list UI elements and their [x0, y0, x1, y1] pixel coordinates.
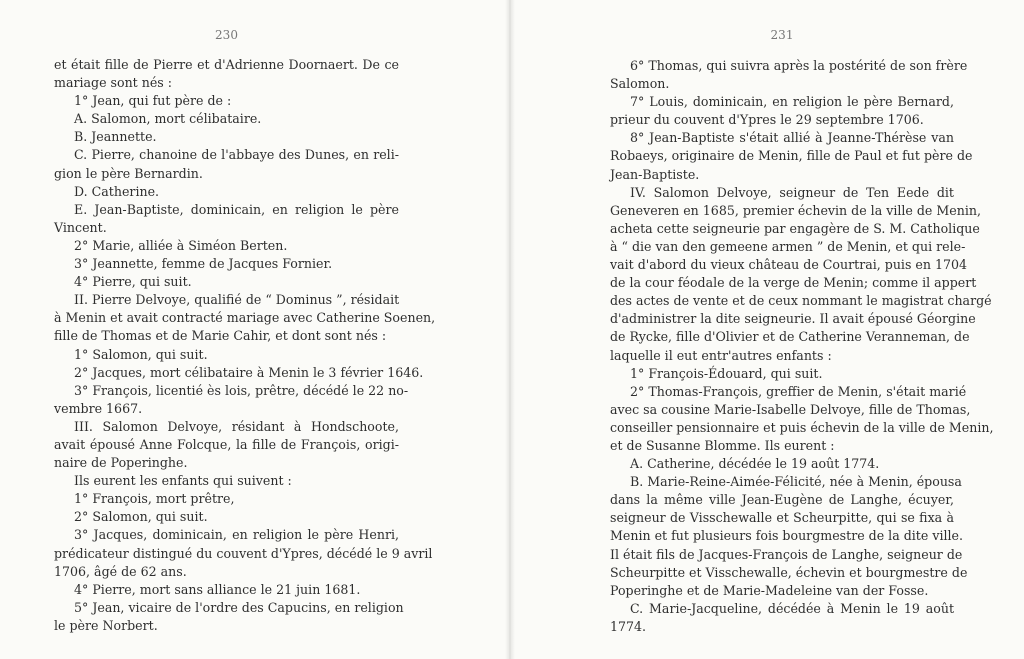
text-line: à Menin et avait contracté mariage avec Catherine Soenen,	[54, 310, 436, 326]
text-line: 7° Louis, dominicain, en religion le père Bernard,	[630, 94, 954, 110]
text-line: 4° Pierre, qui suit.	[74, 274, 192, 290]
text-line: A. Salomon, mort célibataire.	[74, 111, 262, 127]
text-line: fille de Thomas et de Marie Cahir, et dont sont nés :	[54, 328, 387, 344]
book-gutter	[505, 0, 515, 659]
text-line: Il était fils de Jacques-François de Langhe, seigneur de	[610, 546, 963, 562]
text-line: Ils eurent les enfants qui suivent :	[74, 473, 292, 489]
text-line: Poperinghe et de Marie-Madeleine van der Fosse.	[610, 582, 929, 598]
right-page-text	[610, 57, 994, 636]
text-line: et était fille de Pierre et d'Adrienne Doornaert. De ce	[54, 57, 399, 72]
text-line: conseiller pensionnaire et puis échevin de la ville de Menin,	[610, 419, 994, 435]
text-line: des actes de vente et de ceux nommant le magistrat chargé	[610, 293, 992, 309]
text-line: acheta cette seigneurie par engagère de S. M. Catholique	[610, 220, 980, 236]
text-line: Geneveren en 1685, premier échevin de la ville de Menin,	[610, 202, 981, 218]
text-line: 2° Jacques, mort célibataire à Menin le 3 février 1646.	[74, 364, 424, 380]
text-line: 2° Marie, alliée à Siméon Berten.	[74, 237, 288, 253]
text-line: 4° Pierre, mort sans alliance le 21 juin 1681.	[74, 581, 361, 597]
text-line: Vincent.	[54, 219, 107, 235]
text-line: prédicateur distingué du couvent d'Ypres, décédé le 9 avril	[54, 545, 433, 561]
text-line: Menin et fut plusieurs fois bourgmestre de la dite ville.	[610, 528, 963, 544]
text-line: 8° Jean-Baptiste s'était allié à Jeanne-Thérèse van	[630, 130, 954, 146]
text-line: Robaeys, originaire de Menin, fille de Paul et fut père de	[610, 148, 973, 164]
text-line: laquelle il eut entr'autres enfants :	[610, 347, 832, 363]
text-line: gion le père Bernardin.	[54, 165, 203, 181]
text-line: B. Jeannette.	[74, 129, 157, 145]
text-line: 6° Thomas, qui suivra après la postérité de son frère	[630, 58, 968, 73]
left-page	[54, 0, 436, 659]
text-line: seigneur de Visschewalle et Scheurpitte, qui se fixa à	[610, 510, 954, 526]
text-line: vait d'abord du vieux château de Courtrai, puis en 1704	[610, 257, 968, 273]
text-line: prieur du couvent d'Ypres le 29 septembre 1706.	[610, 112, 924, 128]
text-line: Jean-Baptiste.	[610, 166, 700, 182]
text-line: à “ die van den gemeene armen ” de Menin, et qui rele-	[610, 238, 966, 254]
text-line: II. Pierre Delvoye, qualifié de “ Dominus ”, résidait	[74, 292, 400, 308]
text-line: d'administrer la dite seigneurie. Il avait épousé Géorgine	[610, 311, 976, 327]
text-line: A. Catherine, décédée le 19 août 1774.	[630, 456, 880, 472]
text-line: IV. Salomon Delvoye, seigneur de Ten Eede dit	[630, 184, 954, 200]
text-line: 1° François-Édouard, qui suit.	[630, 365, 823, 381]
right-page	[610, 0, 994, 659]
text-line: C. Marie-Jacqueline, décédée à Menin le 19 août	[630, 600, 954, 616]
text-line: et de Susanne Blomme. Ils eurent :	[610, 437, 835, 453]
text-line: mariage sont nés :	[54, 75, 173, 91]
text-line: avec sa cousine Marie-Isabelle Delvoye, fille de Thomas,	[610, 401, 971, 417]
text-line: 3° Jacques, dominicain, en religion le père Henri,	[74, 527, 399, 543]
text-line: Salomon.	[610, 76, 670, 92]
text-line: de Rycke, fille d'Olivier et de Catherine Veranneman, de	[610, 329, 970, 345]
text-line: 5° Jean, vicaire de l'ordre des Capucins, en religion	[74, 599, 404, 615]
text-line: 3° Jeannette, femme de Jacques Fornier.	[74, 256, 333, 272]
text-line: B. Marie-Reine-Aimée-Félicité, née à Menin, épousa	[630, 474, 962, 490]
left-page-text	[54, 56, 436, 635]
text-line: E. Jean-Baptiste, dominicain, en religion le père	[74, 201, 399, 217]
text-line: D. Catherine.	[74, 183, 160, 199]
text-line: dans la même ville Jean-Eugène de Langhe, écuyer,	[610, 492, 954, 508]
text-line: 1706, âgé de 62 ans.	[54, 563, 187, 579]
text-line: III. Salomon Delvoye, résidant à Hondschoote,	[74, 418, 399, 434]
text-line: 3° François, licentié ès lois, prêtre, décédé le 22 no-	[74, 382, 409, 398]
text-line: 1° Jean, qui fut père de :	[74, 93, 232, 109]
text-line: Scheurpitte et Visschewalle, échevin et bourgmestre de	[610, 564, 968, 580]
text-line: le père Norbert.	[54, 617, 158, 633]
text-line: 1774.	[610, 618, 647, 634]
page-number-left: 230	[215, 28, 238, 42]
text-line: C. Pierre, chanoine de l'abbaye des Dunes, en reli-	[74, 147, 399, 163]
text-line: vembre 1667.	[54, 400, 143, 416]
text-line: avait épousé Anne Folcque, la fille de François, origi-	[54, 436, 399, 452]
text-line: 2° Salomon, qui suit.	[74, 509, 208, 525]
text-line: naire de Poperinghe.	[54, 455, 188, 471]
page-number-right: 231	[770, 28, 794, 42]
text-line: 1° Salomon, qui suit.	[74, 346, 208, 362]
text-line: de la cour féodale de la verge de Menin; comme il appert	[610, 275, 977, 291]
text-line: 2° Thomas-François, greffier de Menin, s'était marié	[630, 383, 967, 399]
text-line: 1° François, mort prêtre,	[74, 491, 235, 507]
